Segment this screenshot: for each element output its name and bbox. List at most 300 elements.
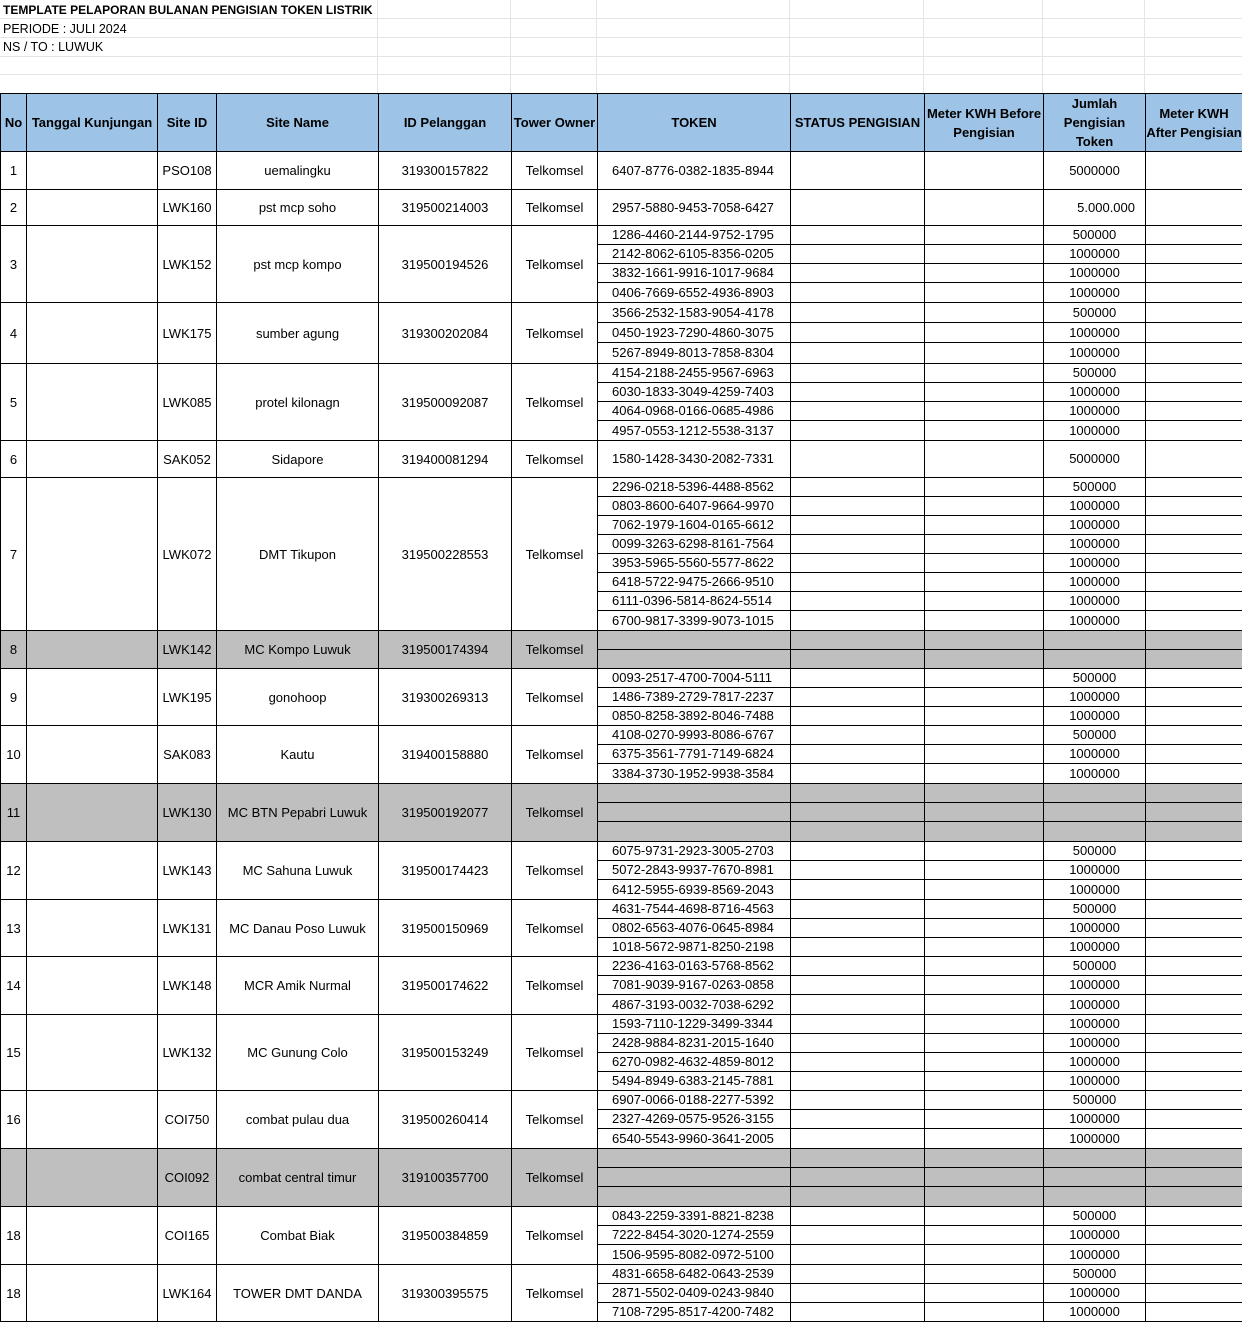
customer-id: 319300202084 [379,303,512,364]
site-name: pst mcp soho [217,190,379,226]
token-code: 4064-0968-0166-0685-4986 [598,402,791,421]
site-name: MCR Amik Nurmal [217,957,379,1015]
tower-owner: Telkomsel [512,364,598,441]
status-cell [791,764,925,784]
token-amount: 1000000 [1044,1053,1146,1072]
column-header: TOKEN [598,94,791,152]
table-row [1,441,1242,478]
status-cell [791,441,925,478]
token-code: 0843-2259-3391-8821-8238 [598,1207,791,1226]
meter-before-cell [925,364,1044,383]
meter-after-cell [1146,323,1242,343]
status-cell [791,343,925,364]
site-name: sumber agung [217,303,379,364]
site-name: Sidapore [217,441,379,478]
meter-before-cell [925,1015,1044,1034]
customer-id: 319500153249 [379,1015,512,1091]
table-row [1,669,1242,688]
customer-id: 319500192077 [379,784,512,842]
tower-owner: Telkomsel [512,900,598,957]
meter-before-cell [925,900,1044,919]
column-header: Site ID [158,94,217,152]
customer-id: 319500174394 [379,631,512,669]
token-code [598,1149,791,1168]
meter-before-cell [925,1245,1044,1265]
status-cell [791,900,925,919]
status-cell [791,707,925,726]
meter-after-cell [1146,190,1242,226]
token-code: 3953-5965-5560-5577-8622 [598,554,791,573]
meter-after-cell [1146,631,1242,650]
token-code [598,1168,791,1187]
token-amount [1044,822,1146,842]
meter-before-cell [925,803,1044,822]
visit-date [27,190,158,226]
meter-after-cell [1146,1226,1242,1245]
token-amount: 1000000 [1044,421,1146,441]
table-row [1,784,1242,803]
status-cell [791,1091,925,1110]
site-id: LWK175 [158,303,217,364]
token-amount: 1000000 [1044,343,1146,364]
visit-date [27,631,158,669]
status-cell [791,245,925,264]
meter-before-cell [925,1265,1044,1284]
status-cell [791,283,925,303]
table-row [1,152,1242,190]
token-amount: 1000000 [1044,976,1146,995]
site-name: pst mcp kompo [217,226,379,303]
tower-owner: Telkomsel [512,1015,598,1091]
meter-after-cell [1146,1110,1242,1129]
meter-after-cell [1146,976,1242,995]
tower-owner: Telkomsel [512,957,598,1015]
row-number: 14 [1,957,27,1015]
status-cell [791,1226,925,1245]
customer-id: 319500174423 [379,842,512,900]
meter-before-cell [925,745,1044,764]
visit-date [27,1091,158,1149]
meter-after-cell [1146,1284,1242,1303]
visit-date [27,726,158,784]
token-code: 4154-2188-2455-9567-6963 [598,364,791,383]
tower-owner: Telkomsel [512,190,598,226]
meter-before-cell [925,1091,1044,1110]
token-code: 0850-8258-3892-8046-7488 [598,707,791,726]
visit-date [27,303,158,364]
token-code: 1580-1428-3430-2082-7331 [598,441,791,478]
status-cell [791,264,925,283]
customer-id: 319300395575 [379,1265,512,1322]
meter-after-cell [1146,861,1242,880]
status-cell [791,995,925,1015]
token-amount: 5000000 [1044,441,1146,478]
token-code: 2236-4163-0163-5768-8562 [598,957,791,976]
status-cell [791,842,925,861]
token-code: 3832-1661-9916-1017-9684 [598,264,791,283]
token-code [598,784,791,803]
meter-before-cell [925,478,1044,497]
meter-after-cell [1146,554,1242,573]
visit-date [27,842,158,900]
token-code: 2428-9884-8231-2015-1640 [598,1034,791,1053]
site-name: uemalingku [217,152,379,190]
token-amount: 500000 [1044,364,1146,383]
site-name: Combat Biak [217,1207,379,1265]
visit-date [27,957,158,1015]
meter-after-cell [1146,1091,1242,1110]
customer-id: 319100357700 [379,1149,512,1207]
token-code: 6270-0982-4632-4859-8012 [598,1053,791,1072]
table-row [1,1149,1242,1168]
token-code: 6907-0066-0188-2277-5392 [598,1091,791,1110]
token-code: 5267-8949-8013-7858-8304 [598,343,791,364]
meter-after-cell [1146,688,1242,707]
column-header: Site Name [217,94,379,152]
row-number: 16 [1,1091,27,1149]
meter-after-cell [1146,383,1242,402]
row-number: 9 [1,669,27,726]
status-cell [791,861,925,880]
token-code: 6375-3561-7791-7149-6824 [598,745,791,764]
site-id: LWK142 [158,631,217,669]
report-title: TEMPLATE PELAPORAN BULANAN PENGISIAN TOKEN LISTRIK [3,1,373,19]
status-cell [791,1168,925,1187]
token-amount: 1000000 [1044,1284,1146,1303]
meter-after-cell [1146,478,1242,497]
token-code: 4867-3193-0032-7038-6292 [598,995,791,1015]
meter-before-cell [925,1226,1044,1245]
meter-after-cell [1146,343,1242,364]
token-code: 0802-6563-4076-0645-8984 [598,919,791,938]
row-number: 18 [1,1265,27,1322]
token-amount: 1000000 [1044,402,1146,421]
site-id: LWK195 [158,669,217,726]
site-name: gonohoop [217,669,379,726]
meter-after-cell [1146,726,1242,745]
site-name: protel kilonagn [217,364,379,441]
token-code: 1506-9595-8082-0972-5100 [598,1245,791,1265]
status-cell [791,650,925,669]
meter-before-cell [925,1187,1044,1207]
token-amount: 1000000 [1044,1226,1146,1245]
meter-before-cell [925,669,1044,688]
token-amount: 500000 [1044,1207,1146,1226]
site-id: COI165 [158,1207,217,1265]
meter-after-cell [1146,516,1242,535]
site-name: TOWER DMT DANDA [217,1265,379,1322]
customer-id: 319300269313 [379,669,512,726]
token-amount: 1000000 [1044,764,1146,784]
meter-after-cell [1146,535,1242,554]
token-amount: 1000000 [1044,1303,1146,1322]
visit-date [27,226,158,303]
meter-after-cell [1146,497,1242,516]
visit-date [27,1265,158,1322]
status-cell [791,611,925,631]
meter-before-cell [925,592,1044,611]
meter-before-cell [925,957,1044,976]
customer-id: 319400158880 [379,726,512,784]
table-header-row [1,94,1242,152]
table-row [1,226,1242,245]
site-id: LWK152 [158,226,217,303]
meter-before-cell [925,784,1044,803]
site-id: LWK132 [158,1015,217,1091]
site-name: Kautu [217,726,379,784]
token-amount [1044,1187,1146,1207]
token-amount: 500000 [1044,1265,1146,1284]
site-name: MC Gunung Colo [217,1015,379,1091]
meter-before-cell [925,1053,1044,1072]
token-amount: 1000000 [1044,995,1146,1015]
column-header: Tanggal Kunjungan [27,94,158,152]
meter-before-cell [925,919,1044,938]
token-amount [1044,1149,1146,1168]
status-cell [791,1015,925,1034]
customer-id: 319500194526 [379,226,512,303]
token-amount [1044,784,1146,803]
meter-after-cell [1146,1034,1242,1053]
report-ns: NS / TO : LUWUK [3,38,103,56]
meter-after-cell [1146,745,1242,764]
site-name: MC Sahuna Luwuk [217,842,379,900]
token-code: 6407-8776-0382-1835-8944 [598,152,791,190]
status-cell [791,478,925,497]
customer-id: 319500092087 [379,364,512,441]
meter-after-cell [1146,995,1242,1015]
site-id: SAK083 [158,726,217,784]
customer-id: 319500174622 [379,957,512,1015]
token-amount: 1000000 [1044,1129,1146,1149]
meter-before-cell [925,976,1044,995]
table-row [1,364,1242,383]
status-cell [791,226,925,245]
column-header: Jumlah Pengisian Token [1044,94,1146,152]
meter-after-cell [1146,650,1242,669]
meter-after-cell [1146,1015,1242,1034]
token-code: 7108-7295-8517-4200-7482 [598,1303,791,1322]
meter-before-cell [925,245,1044,264]
token-amount [1044,650,1146,669]
meter-before-cell [925,152,1044,190]
status-cell [791,554,925,573]
token-code: 3384-3730-1952-9938-3584 [598,764,791,784]
meter-before-cell [925,707,1044,726]
site-id: LWK143 [158,842,217,900]
status-cell [791,919,925,938]
column-header: STATUS PENGISIAN [791,94,925,152]
status-cell [791,323,925,343]
status-cell [791,364,925,383]
token-amount: 500000 [1044,226,1146,245]
meter-before-cell [925,226,1044,245]
site-id: LWK085 [158,364,217,441]
site-name: combat pulau dua [217,1091,379,1149]
token-code: 6418-5722-9475-2666-9510 [598,573,791,592]
token-code: 6412-5955-6939-8569-2043 [598,880,791,900]
meter-before-cell [925,688,1044,707]
meter-before-cell [925,190,1044,226]
customer-id: 319500260414 [379,1091,512,1149]
token-code: 4631-7544-4698-8716-4563 [598,900,791,919]
meter-before-cell [925,842,1044,861]
meter-before-cell [925,650,1044,669]
token-code [598,803,791,822]
site-id: SAK052 [158,441,217,478]
meter-after-cell [1146,1207,1242,1226]
meter-after-cell [1146,842,1242,861]
status-cell [791,383,925,402]
meter-before-cell [925,938,1044,957]
site-name: MC Kompo Luwuk [217,631,379,669]
token-code: 1018-5672-9871-8250-2198 [598,938,791,957]
meter-after-cell [1146,880,1242,900]
token-amount: 1000000 [1044,592,1146,611]
token-code: 6111-0396-5814-8624-5514 [598,592,791,611]
token-amount: 1000000 [1044,535,1146,554]
table-row [1,1265,1242,1284]
meter-after-cell [1146,764,1242,784]
token-code: 2957-5880-9453-7058-6427 [598,190,791,226]
site-id: LWK148 [158,957,217,1015]
meter-before-cell [925,421,1044,441]
visit-date [27,1149,158,1207]
customer-id: 319500150969 [379,900,512,957]
visit-date [27,152,158,190]
token-code: 7081-9039-9167-0263-0858 [598,976,791,995]
token-amount: 1000000 [1044,323,1146,343]
token-amount: 1000000 [1044,688,1146,707]
token-code: 1593-7110-1229-3499-3344 [598,1015,791,1034]
meter-after-cell [1146,803,1242,822]
token-code: 0093-2517-4700-7004-5111 [598,669,791,688]
meter-before-cell [925,283,1044,303]
token-amount: 1000000 [1044,264,1146,283]
tower-owner: Telkomsel [512,1207,598,1265]
token-code: 5072-2843-9937-7670-8981 [598,861,791,880]
customer-id: 319400081294 [379,441,512,478]
row-number: 4 [1,303,27,364]
tower-owner: Telkomsel [512,478,598,631]
token-amount: 500000 [1044,900,1146,919]
status-cell [791,822,925,842]
table-row [1,842,1242,861]
meter-after-cell [1146,1303,1242,1322]
site-name: DMT Tikupon [217,478,379,631]
token-amount: 1000000 [1044,707,1146,726]
status-cell [791,1072,925,1091]
site-id: LWK130 [158,784,217,842]
table-row [1,1091,1242,1110]
status-cell [791,1129,925,1149]
meter-before-cell [925,631,1044,650]
token-amount: 1000000 [1044,497,1146,516]
tower-owner: Telkomsel [512,303,598,364]
row-number: 1 [1,152,27,190]
tower-owner: Telkomsel [512,842,598,900]
row-number: 8 [1,631,27,669]
tower-owner: Telkomsel [512,726,598,784]
meter-after-cell [1146,1072,1242,1091]
status-cell [791,1284,925,1303]
meter-after-cell [1146,592,1242,611]
token-code: 0450-1923-7290-4860-3075 [598,323,791,343]
token-amount: 1000000 [1044,861,1146,880]
status-cell [791,573,925,592]
status-cell [791,1245,925,1265]
token-code [598,631,791,650]
meter-before-cell [925,554,1044,573]
token-amount: 1000000 [1044,745,1146,764]
status-cell [791,402,925,421]
token-code: 6540-5543-9960-3641-2005 [598,1129,791,1149]
status-cell [791,152,925,190]
column-header: Meter KWH Before Pengisian [925,94,1044,152]
token-amount: 500000 [1044,842,1146,861]
token-amount: 1000000 [1044,1245,1146,1265]
status-cell [791,1207,925,1226]
meter-after-cell [1146,784,1242,803]
meter-after-cell [1146,669,1242,688]
meter-after-cell [1146,707,1242,726]
meter-before-cell [925,1149,1044,1168]
row-number: 6 [1,441,27,478]
status-cell [791,880,925,900]
status-cell [791,190,925,226]
meter-after-cell [1146,152,1242,190]
table-row [1,1015,1242,1034]
token-amount: 1000000 [1044,245,1146,264]
meter-before-cell [925,1129,1044,1149]
token-amount: 1000000 [1044,880,1146,900]
status-cell [791,1110,925,1129]
meter-before-cell [925,1072,1044,1091]
meter-before-cell [925,343,1044,364]
customer-id: 319300157822 [379,152,512,190]
meter-before-cell [925,764,1044,784]
table-row [1,190,1242,226]
row-number: 2 [1,190,27,226]
meter-after-cell [1146,938,1242,957]
visit-date [27,1015,158,1091]
report-period: PERIODE : JULI 2024 [3,20,127,38]
site-id: LWK164 [158,1265,217,1322]
site-id: LWK131 [158,900,217,957]
status-cell [791,516,925,535]
meter-before-cell [925,441,1044,478]
row-number: 18 [1,1207,27,1265]
status-cell [791,784,925,803]
token-code: 3566-2532-1583-9054-4178 [598,303,791,323]
meter-after-cell [1146,919,1242,938]
customer-id: 319500228553 [379,478,512,631]
status-cell [791,1265,925,1284]
meter-after-cell [1146,573,1242,592]
status-cell [791,745,925,764]
meter-after-cell [1146,1168,1242,1187]
meter-before-cell [925,264,1044,283]
tower-owner: Telkomsel [512,669,598,726]
token-code: 1286-4460-2144-9752-1795 [598,226,791,245]
row-number: 7 [1,478,27,631]
visit-date [27,784,158,842]
meter-after-cell [1146,1129,1242,1149]
token-code: 2142-8062-6105-8356-0205 [598,245,791,264]
token-amount: 500000 [1044,303,1146,323]
status-cell [791,497,925,516]
site-name: combat central timur [217,1149,379,1207]
